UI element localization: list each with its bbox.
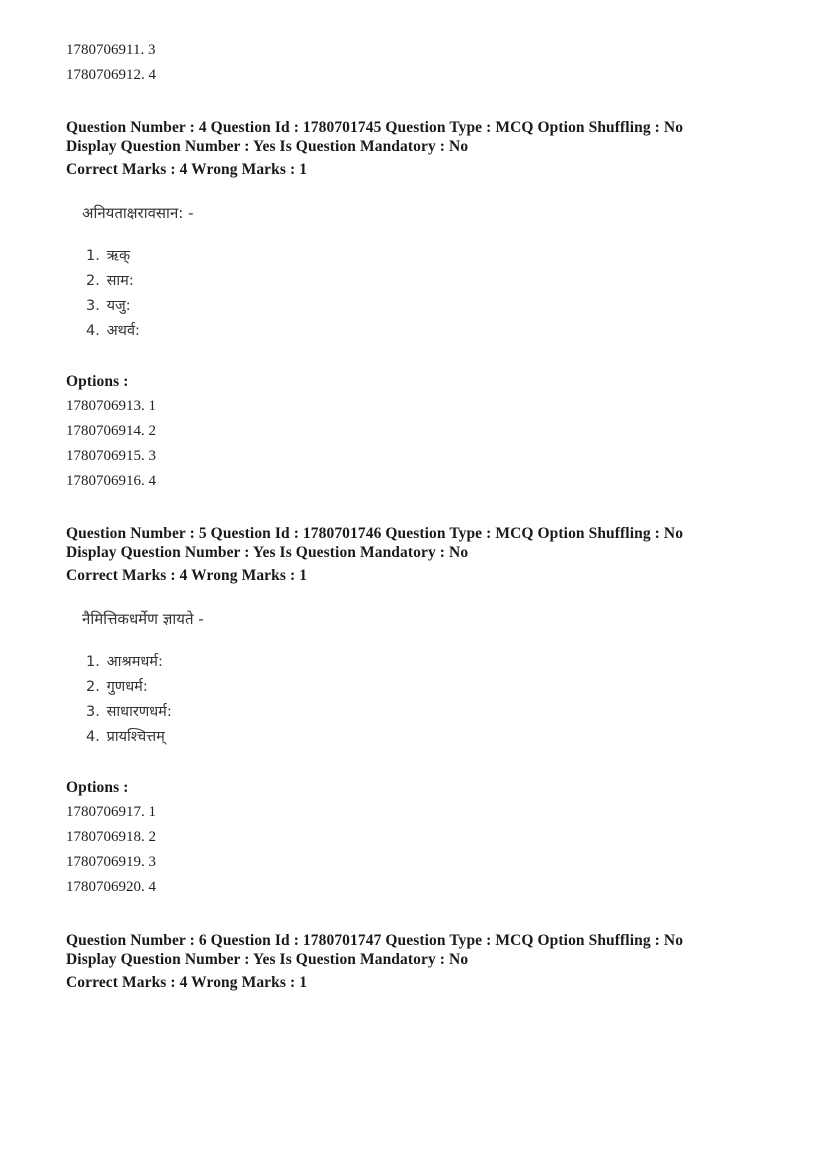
options-label: Options : xyxy=(66,373,129,390)
question-header-line2: Display Question Number : Yes Is Question Mandatory : No xyxy=(66,138,469,155)
question-text: नैमित्तिकधर्मेण ज्ञायते - xyxy=(82,610,204,628)
choice-item: 4. अथर्व: xyxy=(86,323,140,339)
option-line: 1780706915. 3 xyxy=(66,448,156,464)
choice-item: 2. साम: xyxy=(86,273,134,289)
option-line: 1780706919. 3 xyxy=(66,854,156,870)
question-header: Question Number : 4 Question Id : 1780701745 Question Type : MCQ Option Shuffling : No xyxy=(66,119,684,136)
option-line: 1780706916. 4 xyxy=(66,473,156,489)
choice-item: 4. प्रायश्चित्तम् xyxy=(86,729,165,745)
option-line: 1780706917. 1 xyxy=(66,804,156,820)
option-line: 1780706914. 2 xyxy=(66,423,156,439)
option-line: 1780706920. 4 xyxy=(66,879,156,895)
choice-item: 1. ऋक् xyxy=(86,248,131,264)
option-line: 1780706912. 4 xyxy=(66,67,156,83)
option-line: 1780706918. 2 xyxy=(66,829,156,845)
question-header-line2: Display Question Number : Yes Is Question Mandatory : No xyxy=(66,951,469,968)
question-header: Question Number : 6 Question Id : 1780701747 Question Type : MCQ Option Shuffling : No xyxy=(66,932,684,949)
question-header-line2: Display Question Number : Yes Is Question Mandatory : No xyxy=(66,544,469,561)
marks-line: Correct Marks : 4 Wrong Marks : 1 xyxy=(66,974,308,991)
choice-item: 2. गुणधर्म: xyxy=(86,679,148,695)
options-label: Options : xyxy=(66,779,129,796)
marks-line: Correct Marks : 4 Wrong Marks : 1 xyxy=(66,567,308,584)
marks-line: Correct Marks : 4 Wrong Marks : 1 xyxy=(66,161,308,178)
option-line: 1780706911. 3 xyxy=(66,42,156,58)
question-header: Question Number : 5 Question Id : 1780701746 Question Type : MCQ Option Shuffling : No xyxy=(66,525,684,542)
choice-item: 3. यजु: xyxy=(86,298,131,314)
choice-item: 1. आश्रमधर्म: xyxy=(86,654,163,670)
option-line: 1780706913. 1 xyxy=(66,398,156,414)
question-text: अनियताक्षरावसान: - xyxy=(82,204,194,222)
choice-item: 3. साधारणधर्म: xyxy=(86,704,172,720)
